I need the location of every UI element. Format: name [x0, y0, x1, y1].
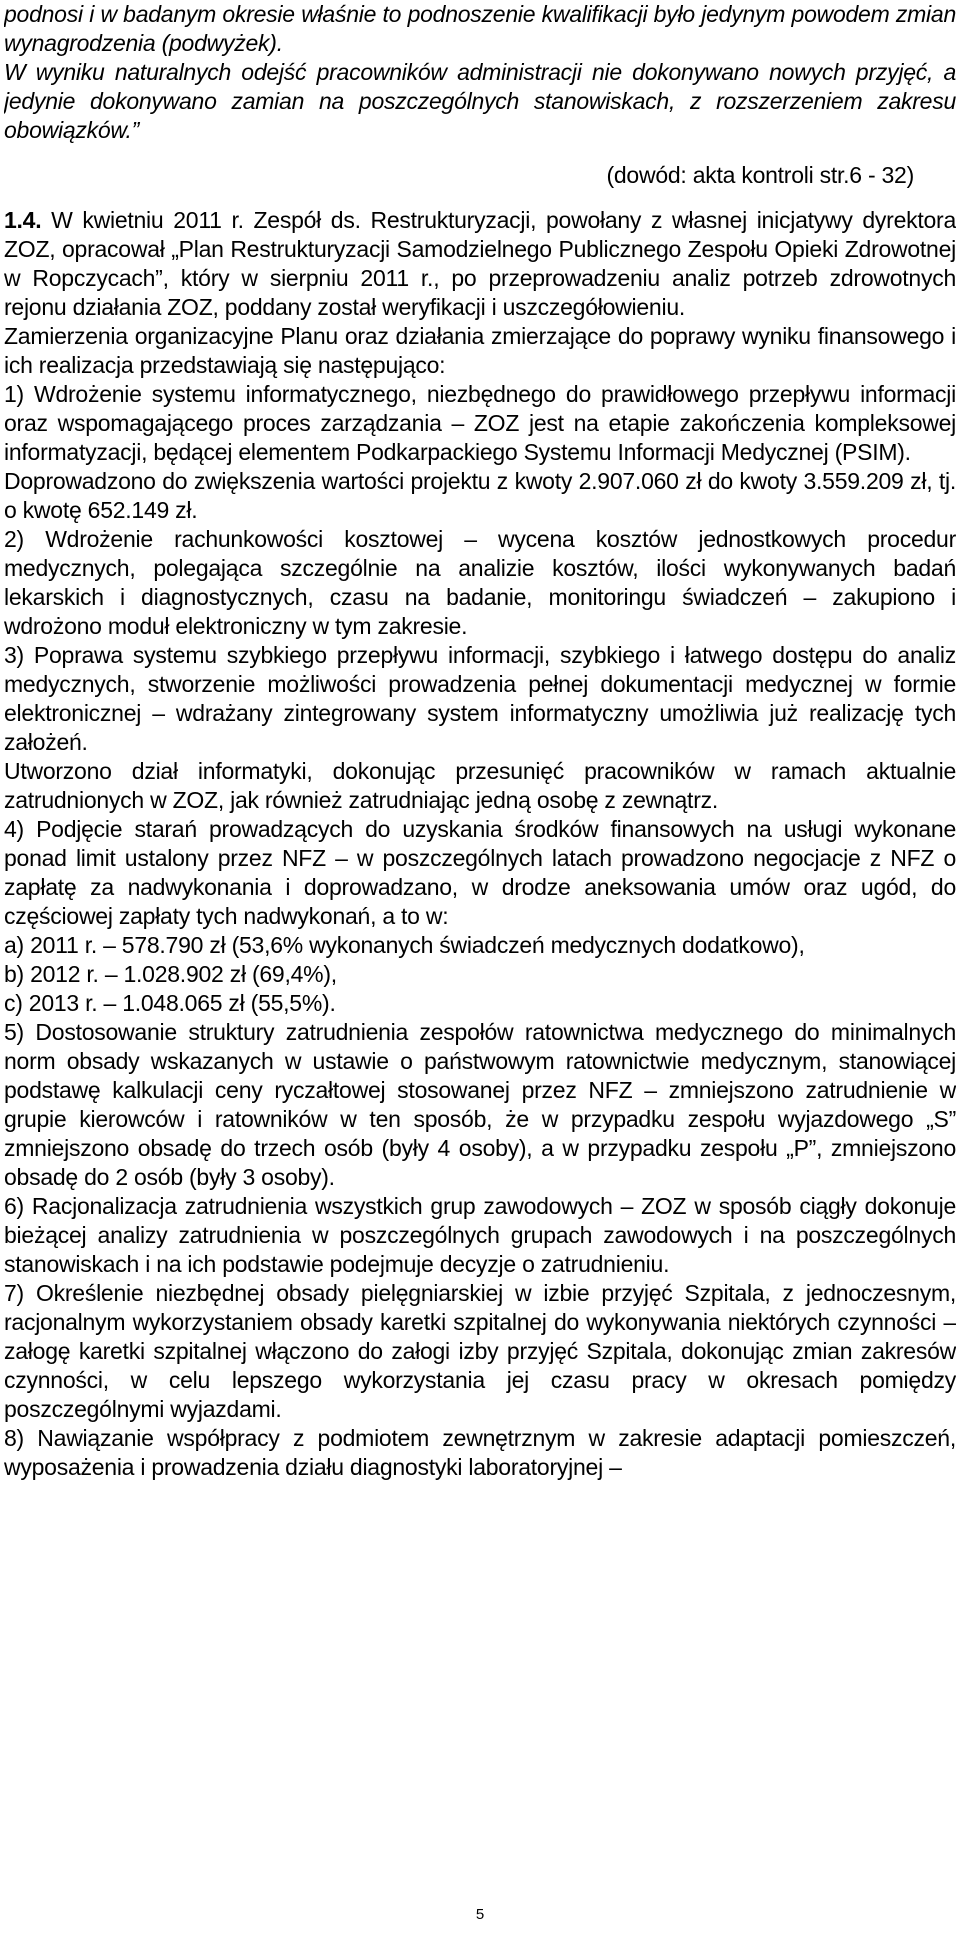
list-item-1: 1) Wdrożenie systemu informatycznego, niezbędnego do prawidłowego przepływu informacji oraz wspomagającego proces zarządzania – ZOZ jest na etapie zakończenia kompleksowej informatyzacji, będącej elementem Podkarpackiego Systemu Informacji Medycznej (PSIM). [4, 381, 956, 465]
section-number: 1.4. [4, 207, 42, 233]
paragraph-project-value: Doprowadzono do zwiększenia wartości projektu z kwoty 2.907.060 zł do kwoty 3.559.209 zł, tj. o kwotę 652.149 zł. [4, 468, 956, 523]
list-item-6: 6) Racjonalizacja zatrudnienia wszystkich grup zawodowych – ZOZ w sposób ciągły dokonuje bieżącej analizy zatrudnienia w poszczególnych grupach zawodowych i na poszczególnych stanowiskach i na ich podstawie podejmuje decyzje o zatrudnieniu. [4, 1193, 956, 1277]
paragraph-it-department: Utworzono dział informatyki, dokonując przesunięć pracowników w ramach aktualnie zatrudnionych w ZOZ, jak również zatrudniając jedną osobę z zewnątrz. [4, 758, 956, 813]
page-number: 5 [475, 1906, 485, 1923]
list-item-5: 5) Dostosowanie struktury zatrudnienia zespołów ratownictwa medycznego do minimalnych norm obsady wskazanych w ustawie o państwowym ratownictwie medycznym, stanowiącej podstawę kalkulacji ceny ryczałtowej stosowanej przez NFZ – zmniejszono zatrudnienie w grupie kierowców i ratowników w ten sposób, że w przypadku zespołu wyjazdowego „S” zmniejszono obsadę do trzech osób (były 4 osoby), a w przypadku zespołu „P”, zmniejszono obsadę do 2 osób (były 3 osoby). [4, 1019, 956, 1190]
section-text: W kwietniu 2011 r. Zespół ds. Restrukturyzacji, powołany z własnej inicjatywy dyrektora ZOZ, opracował „Plan Restrukturyzacji Samodzielnego Publicznego Zespołu Opieki Zdrowotnej w Ropczycach”, który w sierpniu 2011 r., po przeprowadzeniu analiz potrzeb zdrowotnych rejonu działania ZOZ, poddany został weryfikacji i uszczegółowieniu. [4, 207, 956, 320]
evidence-citation: (dowód: akta kontroli str.6 - 32) [606, 162, 914, 188]
page-content [4, 0, 956, 1906]
sub-item-b: b) 2012 r. – 1.028.902 zł (69,4%), [4, 961, 337, 987]
list-item-2: 2) Wdrożenie rachunkowości kosztowej – wycena kosztów jednostkowych procedur medycznych, polegająca szczególnie na analizie kosztów, ilości wykonywanych badań lekarskich i diagnostycznych, czasu na badanie, monitoringu świadczeń – zakupiono i wdrożono moduł elektroniczny w tym zakresie. [4, 526, 956, 639]
list-item-4: 4) Podjęcie starań prowadzących do uzyskania środków finansowych na usługi wykonane ponad limit ustalony przez NFZ – w poszczególnych latach prowadzono negocjacje z NFZ o zapłatę za nadwykonania i doprowadzano, w drodze aneksowania umów oraz ugód, do częściowej zapłaty tych nadwykonań, a to w: [4, 816, 956, 929]
list-item-7: 7) Określenie niezbędnej obsady pielęgniarskiej w izbie przyjęć Szpitala, z jednoczesnym, racjonalnym wykorzystaniem obsady karetki szpitalnej do wykonywania niektórych czynności – załogę karetki szpitalnej włączono do załogi izby przyjęć Szpitala, dokonując zmian zakresów czynności, w celu lepszego wykorzystania jej czasu pracy w okresach pomiędzy poszczególnymi wyjazdami. [4, 1280, 956, 1422]
list-item-3: 3) Poprawa systemu szybkiego przepływu informacji, szybkiego i łatwego dostępu do analiz medycznych, stworzenie możliwości prowadzenia pełnej dokumentacji medycznej w formie elektronicznej – wdrażany zintegrowany system informatyczny umożliwia już realizację tych założeń. [4, 642, 956, 755]
paragraph-italic-1: podnosi i w badanym okresie właśnie to podnoszenie kwalifikacji było jedynym powodem zmian wynagrodzenia (podwyżek). [4, 1, 956, 56]
paragraph-intro: Zamierzenia organizacyjne Planu oraz działania zmierzające do poprawy wyniku finansowego i ich realizacja przedstawiają się następująco: [4, 323, 956, 378]
section-1-4-paragraph [4, 206, 956, 322]
sub-item-c: c) 2013 r. – 1.048.065 zł (55,5%). [4, 990, 336, 1016]
sub-item-a: a) 2011 r. – 578.790 zł (53,6% wykonanych świadczeń medycznych dodatkowo), [4, 932, 805, 958]
list-item-8: 8) Nawiązanie współpracy z podmiotem zewnętrznym w zakresie adaptacji pomieszczeń, wyposażenia i prowadzenia działu diagnostyki laboratoryjnej – [4, 1425, 956, 1480]
paragraph-italic-2: W wyniku naturalnych odejść pracowników administracji nie dokonywano nowych przyjęć, a jedynie dokonywano zamian na poszczególnych stanowiskach, z rozszerzeniem zakresu obowiązków.” [4, 59, 956, 143]
